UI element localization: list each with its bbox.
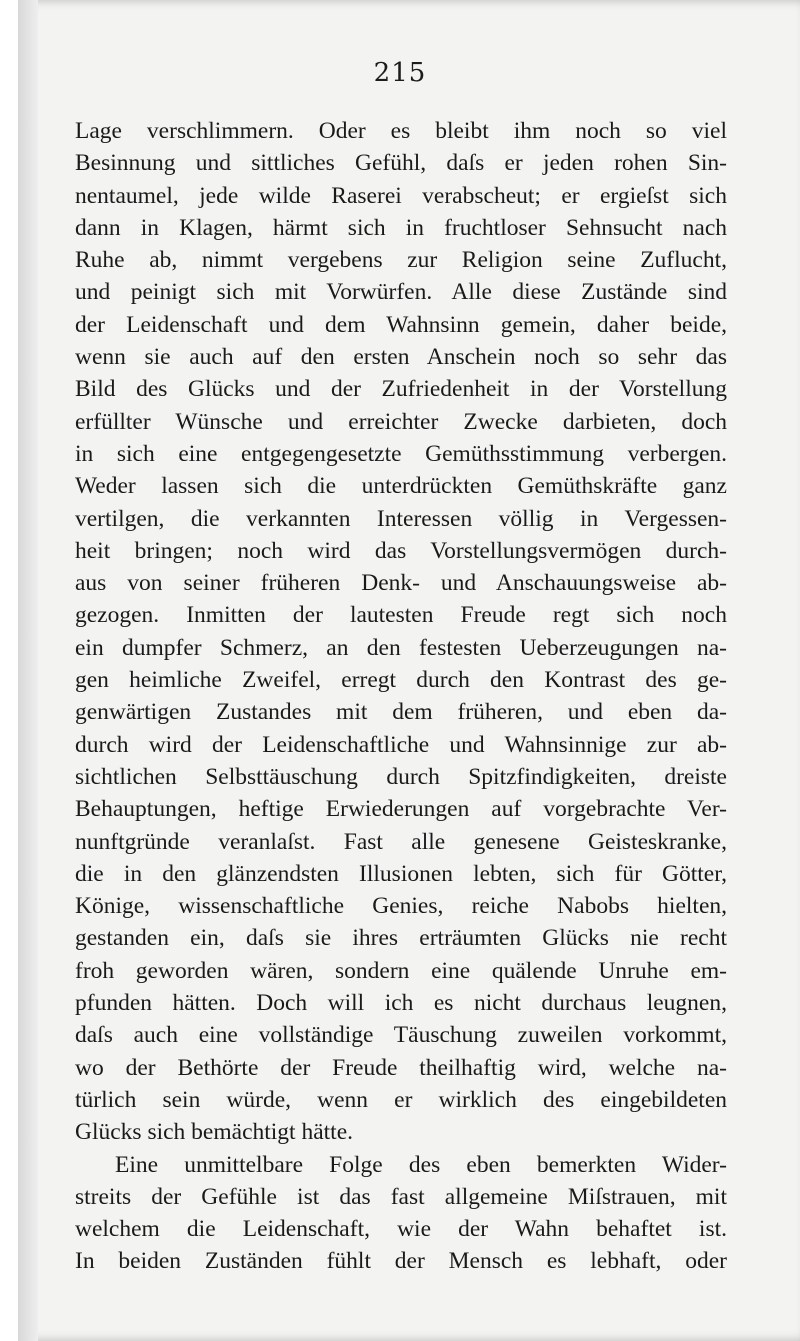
- text-line: genwärtigen Zustandes mit dem früheren, und eben da-: [75, 699, 727, 726]
- text-line: Ruhe ab, nimmt vergebens zur Religion seine Zuflucht,: [75, 247, 727, 274]
- text-line: Eine unmittelbare Folge des eben bemerkten Wider-: [115, 1151, 727, 1178]
- text-line: die in den glänzendsten Illusionen lebten, sich für Götter,: [75, 860, 727, 887]
- text-line: Behauptungen, heftige Erwiederungen auf vorgebrachte Ver-: [75, 796, 727, 823]
- text-line: dann in Klagen, härmt sich in fruchtloser Sehnsucht nach: [75, 214, 727, 241]
- text-line: Glücks sich bemächtigt hätte.: [75, 1119, 354, 1146]
- text-line: gezogen. Inmitten der lautesten Freude regt sich noch: [75, 602, 727, 629]
- text-line: In beiden Zuständen fühlt der Mensch es lebhaft, oder: [75, 1248, 727, 1275]
- text-line: nunftgründe veranlaſst. Fast alle genesene Geisteskranke,: [75, 828, 727, 855]
- text-line: ein dumpfer Schmerz, an den festesten Ueberzeugungen na-: [75, 634, 727, 661]
- text-line: pfunden hätten. Doch will ich es nicht durchaus leugnen,: [75, 990, 727, 1017]
- text-line: durch wird der Leidenschaftliche und Wahnsinnige zur ab-: [75, 731, 727, 758]
- text-line: aus von seiner früheren Denk- und Anschauungsweise ab-: [75, 570, 727, 597]
- text-line: erfüllter Wünsche und erreichter Zwecke darbieten, doch: [75, 408, 727, 435]
- text-line: vertilgen, die verkannten Interessen völlig in Vergessen-: [75, 505, 727, 532]
- text-line: der Leidenschaft und dem Wahnsinn gemein, daher beide,: [75, 311, 727, 338]
- text-line: wenn sie auch auf den ersten Anschein noch so sehr das: [75, 344, 727, 371]
- binding-edge: [18, 0, 38, 1341]
- text-line: welchem die Leidenschaft, wie der Wahn behaftet ist.: [75, 1216, 727, 1243]
- text-line: froh geworden wären, sondern eine quälende Unruhe em-: [75, 957, 727, 984]
- text-line: streits der Gefühle ist das fast allgemeine Miſstrauen, mit: [75, 1183, 727, 1210]
- text-line: gestanden ein, daſs sie ihres erträumten Glücks nie recht: [75, 925, 727, 952]
- text-line: sichtlichen Selbsttäuschung durch Spitzfindigkeiten, dreiste: [75, 763, 727, 790]
- text-line: türlich sein würde, wenn er wirklich des eingebildeten: [75, 1086, 727, 1113]
- text-line: in sich eine entgegengesetzte Gemüthsstimmung verbergen.: [75, 440, 727, 467]
- text-line: wo der Bethörte der Freude theilhaftig wird, welche na-: [75, 1054, 727, 1081]
- text-line: Bild des Glücks und der Zufriedenheit in der Vorstellung: [75, 376, 727, 403]
- text-line: gen heimliche Zweifel, erregt durch den Kontrast des ge-: [75, 667, 727, 694]
- text-line: Könige, wissenschaftliche Genies, reiche Nabobs hielten,: [75, 893, 727, 920]
- text-line: und peinigt sich mit Vorwürfen. Alle diese Zustände sind: [75, 279, 727, 306]
- text-line: daſs auch eine vollständige Täuschung zuweilen vorkommt,: [75, 1022, 727, 1049]
- page-number: 215: [373, 58, 427, 88]
- text-line: heit bringen; noch wird das Vorstellungsvermögen durch-: [75, 537, 727, 564]
- text-line: nentaumel, jede wilde Raserei verabscheut; er ergieſst sich: [75, 182, 727, 209]
- text-line: Lage verschlimmern. Oder es bleibt ihm noch so viel: [75, 118, 727, 144]
- text-line: Weder lassen sich die unterdrückten Gemüthskräfte ganz: [75, 473, 727, 500]
- body-text: [75, 115, 727, 1278]
- text-line: Besinnung und sittliches Gefühl, daſs er jeden rohen Sin-: [75, 150, 727, 177]
